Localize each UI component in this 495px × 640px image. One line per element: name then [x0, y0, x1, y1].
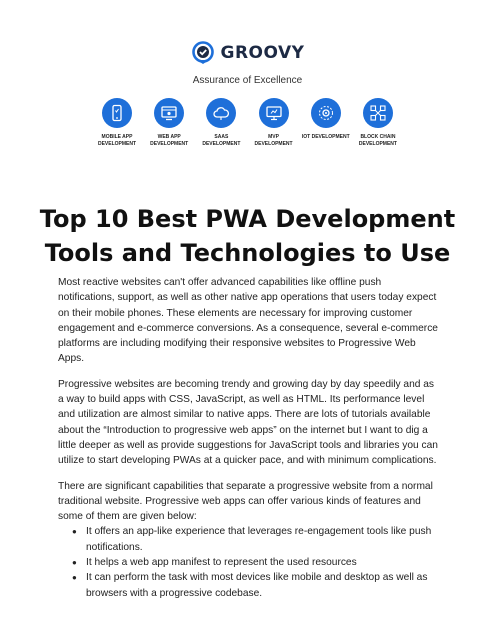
service-label: BLOCK CHAIN DEVELOPMENT	[358, 134, 397, 147]
service-label: IOT DEVELOPMENT	[301, 134, 350, 140]
header-banner	[80, 32, 415, 157]
service-web-app	[144, 98, 194, 147]
article-body	[58, 275, 440, 601]
monitor-icon	[265, 104, 283, 122]
blockchain-icon	[369, 104, 387, 122]
service-mvp	[249, 98, 299, 147]
brand-logo	[80, 38, 415, 68]
brand-tagline: Assurance of Excellence	[192, 75, 303, 86]
cloud-icon	[212, 104, 230, 122]
web-app-icon	[160, 104, 178, 122]
brand-name: GROOVY	[220, 43, 305, 63]
iot-icon	[317, 104, 335, 122]
services-row	[92, 98, 403, 147]
logo-icon	[191, 41, 215, 65]
mobile-icon	[108, 104, 126, 122]
service-iot	[301, 98, 351, 147]
service-mobile-app	[92, 98, 142, 147]
service-saas	[196, 98, 246, 147]
service-label: WEB APP DEVELOPMENT	[150, 134, 189, 147]
service-label: SAAS DEVELOPMENT	[202, 134, 241, 147]
paragraph: Progressive websites are becoming trendy and growing day by day speedily and as a way to build apps with CSS, JavaScript, as well as HTML. Its performance level and utilization are almost similar to native apps. There are lots of tutorials available about the “Introduction to progressive web apps” on the internet but I want to dig a little deeper as well as provide suggestions for JavaScript tools and libraries you can utilize to start developing PWAs at a quicker pace, and with minimum complications.	[58, 378, 438, 467]
service-label: MVP DEVELOPMENT	[254, 134, 293, 147]
paragraph: Most reactive websites can't offer advanced capabilities like offline push notifications, support, as well as other native app operations that users today expect on their mobile phones. These elements are necessary for improving customer engagement and e-commerce conversions. As a consequence, several e-commerce platforms are including modifying their responsive websites to Progressive Web Apps.	[58, 277, 438, 365]
service-label: MOBILE APP DEVELOPMENT	[97, 134, 137, 147]
list-item: ● It helps a web app manifest to represent the used resources	[76, 555, 440, 570]
service-blockchain	[353, 98, 403, 147]
feature-list	[58, 524, 440, 600]
list-item: ● It can perform the task with most devices like mobile and desktop as well as browsers with a progressive codebase.	[76, 570, 440, 601]
article-title: Top 10 Best PWA Development Tools and Technologies to Use	[39, 205, 456, 268]
list-item: ● It offers an app-like experience that leverages re-engagement tools like push notifications.	[76, 524, 440, 555]
paragraph: There are significant capabilities that separate a progressive website from a normal traditional website. Progressive web apps can offer various kinds of features and some of them are given below:	[58, 480, 433, 523]
